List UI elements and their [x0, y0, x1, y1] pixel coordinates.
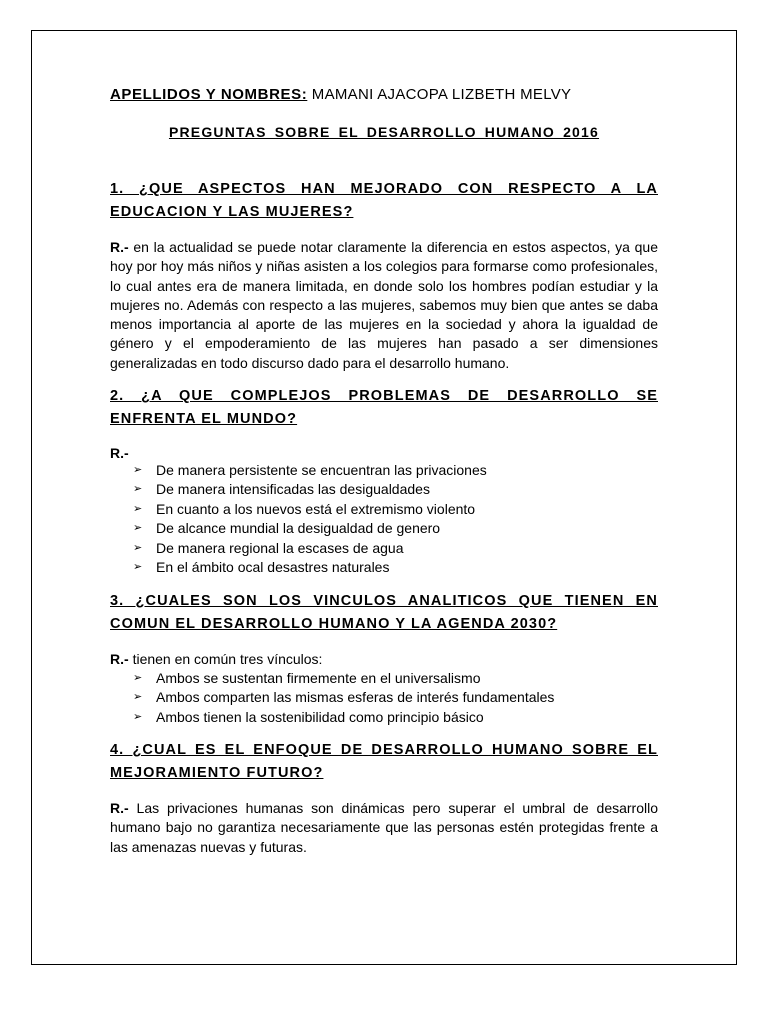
answer-prefix: R.- [110, 445, 129, 462]
list-item: ➢ De manera persistente se encuentran las privaciones [110, 461, 658, 480]
arrow-right-icon: ➢ [133, 710, 143, 723]
arrow-right-icon: ➢ [133, 522, 143, 535]
arrow-right-icon: ➢ [133, 541, 143, 554]
list-item: ➢ En cuanto a los nuevos está el extremismo violento [110, 500, 658, 519]
document-body [110, 86, 658, 857]
question-4: 4. ¿CUAL ES EL ENFOQUE DE DESARROLLO HUMANO SOBRE EL MEJORAMIENTO FUTURO? [110, 742, 658, 782]
student-name-line [110, 86, 658, 106]
list-item: ➢ Ambos tienen la sostenibilidad como principio básico [110, 708, 658, 727]
arrow-right-icon: ➢ [133, 464, 143, 477]
answer-1 [110, 238, 658, 373]
answer-4-text: Las privaciones humanas son dinámicas pero superar el umbral de desarrollo humano bajo no garantiza necesariamente que las personas estén protegidas frente a las amenazas nuevas y futuras. [110, 800, 659, 855]
list-item: ➢ Ambos comparten las mismas esferas de interés fundamentales [110, 688, 658, 707]
answer-prefix: R.- [110, 650, 129, 667]
arrow-right-icon: ➢ [133, 671, 143, 684]
answer-3-list [110, 669, 658, 727]
answer-3-text: tienen en común tres vínculos: [132, 650, 323, 667]
answer-4 [110, 799, 658, 857]
answer-1-text: en la actualidad se puede notar claramente la diferencia en estos aspectos, ya que hoy por hoy más niños y niñas asisten a los colegios para formarse como profesionales, lo cual antes era de manera limitada, en donde solo los hombres podían estudiar y la mujeres no. Además con respecto a las mujeres, sabemos muy bien que antes se daba menos importancia al aporte de las mujeres en la sociedad y ahora la igualdad de género y el empoderamiento de las mujeres han pasado a ser dimensiones generalizadas en todo discurso dado para el desarrollo humano. [110, 239, 659, 371]
question-1: 1. ¿QUE ASPECTOS HAN MEJORADO CON RESPECTO A LA EDUCACION Y LAS MUJERES? [110, 181, 658, 220]
answer-3 [110, 650, 658, 669]
student-name: MAMANI AJACOPA LIZBETH MELVY [311, 86, 572, 103]
arrow-right-icon: ➢ [133, 691, 143, 704]
question-3: 3. ¿CUALES SON LOS VINCULOS ANALITICOS QUE TIENEN EN COMUN EL DESARROLLO HUMANO Y LA AGENDA 2030? [110, 592, 658, 632]
list-item: ➢ De manera intensificadas las desigualdades [110, 480, 658, 499]
answer-2-list [110, 461, 658, 577]
arrow-right-icon: ➢ [133, 502, 143, 515]
document-title: PREGUNTAS SOBRE EL DESARROLLO HUMANO 2016 [168, 124, 600, 140]
answer-prefix: R.- [110, 239, 129, 255]
list-item: ➢ En el ámbito ocal desastres naturales [110, 558, 658, 577]
arrow-right-icon: ➢ [133, 483, 143, 496]
answer-prefix: R.- [110, 800, 129, 817]
arrow-right-icon: ➢ [133, 561, 143, 574]
question-2: 2. ¿A QUE COMPLEJOS PROBLEMAS DE DESARROLLO SE ENFRENTA EL MUNDO? [110, 388, 658, 428]
list-item: ➢ Ambos se sustentan firmemente en el universalismo [110, 669, 658, 688]
list-item: ➢ De manera regional la escases de agua [110, 539, 658, 558]
list-item: ➢ De alcance mundial la desigualdad de genero [110, 519, 658, 538]
name-label: APELLIDOS Y NOMBRES: [110, 86, 308, 103]
